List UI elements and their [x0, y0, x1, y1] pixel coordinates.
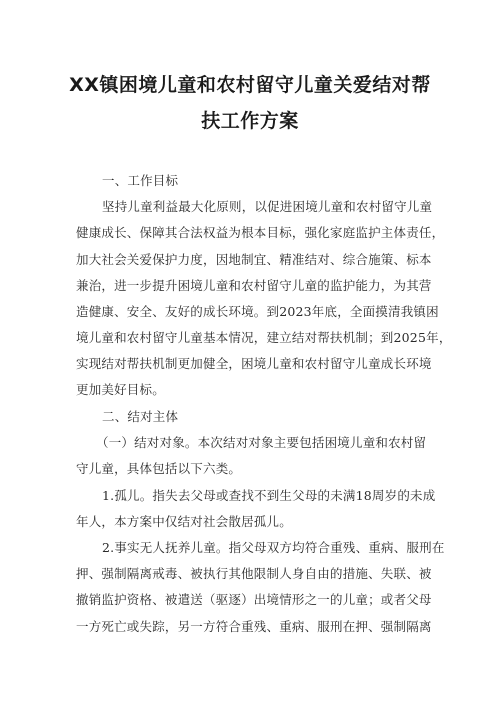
paragraph-line: 撤销监护资格、被遣送（驱逐）出境情形之一的儿童；或者父母: [76, 592, 432, 607]
document-title-line-1: XX镇困境儿童和农村留守儿童关爱结对帮: [69, 74, 431, 96]
paragraph-line: 健康成长、保障其合法权益为根本目标，强化家庭监护主体责任，: [76, 225, 445, 240]
paragraph-line: 造健康、安全、友好的成长环境。到2023年底，全面摸清我镇困: [76, 304, 439, 319]
document-title-line-2: 扶工作方案: [201, 110, 299, 132]
section-heading-pairing-subjects: 二、结对主体: [102, 409, 179, 424]
paragraph-line: 实现结对帮扶机制更加健全，困境儿童和农村留守儿童成长环境: [76, 356, 432, 371]
paragraph-line: 押、强制隔离戒毒、被执行其他限制人身自由的措施、失联、被: [76, 566, 432, 581]
paragraph-line: 年人，本方案中仅结对社会散居孤儿。: [76, 514, 292, 529]
section-heading-work-goal: 一、工作目标: [102, 173, 179, 188]
paragraph-line: 守儿童，具体包括以下六类。: [76, 461, 242, 476]
paragraph-line: 更加美好目标。: [76, 382, 165, 397]
paragraph-line: 加大社会关爱保护力度，因地制宜、精准结对、综合施策、标本: [76, 252, 432, 267]
paragraph-line: （一）结对对象。本次结对对象主要包括困境儿童和农村留: [96, 435, 427, 450]
paragraph-line: 2.事实无人抚养儿童。指父母双方均符合重残、重病、服刑在: [102, 540, 445, 555]
paragraph-line: 境儿童和农村留守儿童基本情况，建立结对帮扶机制；到2025年，: [76, 330, 452, 345]
paragraph-line: 兼治，进一步提升困境儿童和农村留守儿童的监护能力，为其营: [76, 278, 432, 293]
paragraph-line: 1.孤儿。指失去父母或查找不到生父母的未满18周岁的未成: [102, 488, 436, 503]
paragraph-line: 一方死亡或失踪，另一方符合重残、重病、服刑在押、强制隔离: [76, 619, 432, 634]
paragraph-line: 坚持儿童利益最大化原则，以促进困境儿童和农村留守儿童: [102, 199, 433, 214]
